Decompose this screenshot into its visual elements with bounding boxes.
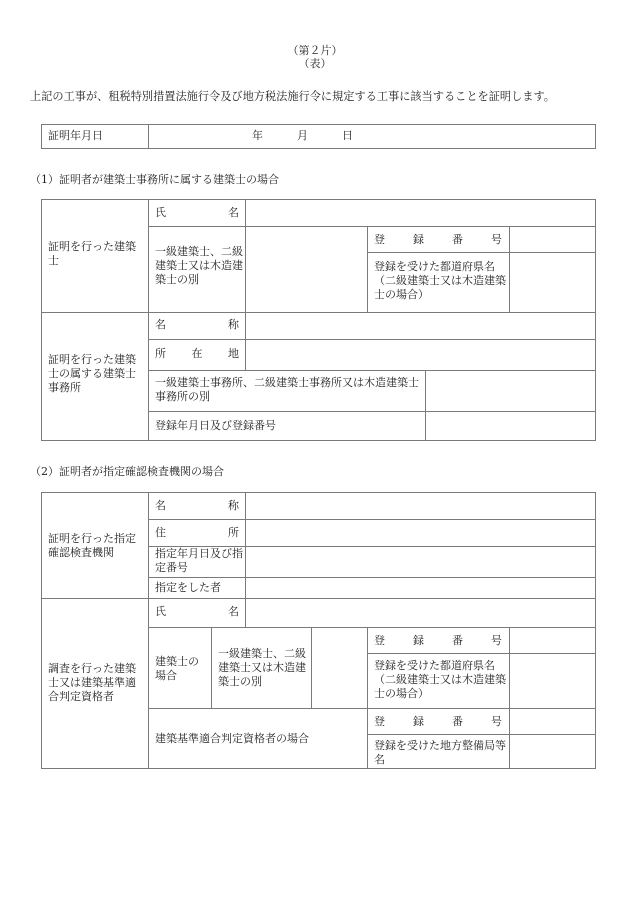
label-char: 所 <box>155 347 166 360</box>
designation-field[interactable] <box>246 547 595 577</box>
inspector-prefecture-field[interactable] <box>510 654 595 708</box>
architect-name-label <box>155 206 239 220</box>
certification-statement: 上記の工事が、租税特別措置法施行令及び地方税法施行令に規定する工事に該当することを証明します。 <box>30 90 555 103</box>
designation-label: 指定年月日及び指定番号 <box>155 547 243 574</box>
label-char: 号 <box>491 233 502 246</box>
office-location-field[interactable] <box>246 340 595 370</box>
label-char: 名 <box>228 206 239 219</box>
label-char: 名 <box>155 318 166 331</box>
label-char: 所 <box>228 526 239 539</box>
inspector-registration-number-field[interactable] <box>510 628 595 653</box>
label-char: 番 <box>452 634 463 647</box>
label-char: 登 <box>374 634 385 647</box>
section1-title: （1）証明者が建築士事務所に属する建築士の場合 <box>30 173 279 186</box>
label-char: 番 <box>452 715 463 728</box>
judge-registration-number-label <box>374 715 502 729</box>
month-label: 月 <box>297 129 308 142</box>
label-char: 称 <box>228 318 239 331</box>
label-char: 登 <box>374 715 385 728</box>
agency-address-label <box>155 526 239 540</box>
certifying-agency-label: 証明を行った指定確認検査機関 <box>48 532 136 559</box>
label-char: 録 <box>413 634 424 647</box>
inspector-name-label <box>155 605 239 619</box>
sheet-side: （表） <box>298 57 332 70</box>
label-char: 録 <box>413 233 424 246</box>
year-label: 年 <box>252 129 263 142</box>
office-class-field[interactable] <box>426 371 595 411</box>
architect-name-field[interactable] <box>246 200 595 226</box>
sheet-number: （第２片） <box>287 44 343 57</box>
inspector-class-label: 一級建築士、二級建築士又は木造建築士の別 <box>218 647 306 688</box>
office-class-label: 一級建築士事務所、二級建築士事務所又は木造建築士事務所の別 <box>155 376 419 403</box>
label-char: 称 <box>228 499 239 512</box>
judge-registration-number-field[interactable] <box>510 709 595 734</box>
agency-name-field[interactable] <box>246 493 595 519</box>
regional-bureau-field[interactable] <box>510 735 595 768</box>
label-char: 登 <box>374 233 385 246</box>
inspector-prefecture-label: 登録を受けた都道府県名（二級建築士又は木造建築士の場合） <box>374 659 506 700</box>
label-char: 名 <box>155 499 166 512</box>
office-name-field[interactable] <box>246 313 595 339</box>
label-char: 名 <box>228 605 239 618</box>
day-label: 日 <box>342 129 353 142</box>
inspector-name-field[interactable] <box>246 599 595 627</box>
certifying-architect-label: 証明を行った建築士 <box>48 240 136 267</box>
office-name-label <box>155 318 239 332</box>
designator-field[interactable] <box>246 578 595 598</box>
inspector-class-field[interactable] <box>312 628 367 708</box>
label-char: 氏 <box>155 206 166 219</box>
architect-class-label: 一級建築士、二級建築士又は木造建築士の別 <box>155 245 243 286</box>
agency-address-field[interactable] <box>246 520 595 546</box>
label-char: 号 <box>491 715 502 728</box>
agency-name-label <box>155 499 239 513</box>
section2-title: （2）証明者が指定確認検査機関の場合 <box>30 465 224 478</box>
registered-prefecture-field[interactable] <box>510 253 595 312</box>
registered-prefecture-label: 登録を受けた都道府県名（二級建築士又は木造建築士の場合） <box>374 260 506 301</box>
label-char: 番 <box>452 233 463 246</box>
certification-date-label: 証明年月日 <box>48 129 103 142</box>
designator-label: 指定をした者 <box>155 581 221 594</box>
label-char: 録 <box>413 715 424 728</box>
label-char: 号 <box>491 634 502 647</box>
label-char: 住 <box>155 526 166 539</box>
office-location-label <box>155 347 239 361</box>
certification-date-field[interactable] <box>149 125 595 148</box>
judge-case-label: 建築基準適合判定資格者の場合 <box>155 732 309 745</box>
label-char: 地 <box>228 347 239 360</box>
label-char: 在 <box>191 347 203 360</box>
regional-bureau-label: 登録を受けた地方整備局等名 <box>374 739 506 766</box>
architect-class-field[interactable] <box>246 227 367 312</box>
office-registration-label: 登録年月日及び登録番号 <box>155 419 276 432</box>
office-registration-field[interactable] <box>426 412 595 440</box>
label-char: 氏 <box>155 605 166 618</box>
inspector-registration-number-label <box>374 634 502 648</box>
architect-office-label: 証明を行った建築士の属する建築士事務所 <box>48 353 136 394</box>
inspector-label: 調査を行った建築士又は建築基準適合判定資格者 <box>48 662 136 703</box>
architect-case-label: 建築士の場合 <box>155 655 199 682</box>
registration-number-field[interactable] <box>510 227 595 252</box>
registration-number-label <box>374 233 502 247</box>
